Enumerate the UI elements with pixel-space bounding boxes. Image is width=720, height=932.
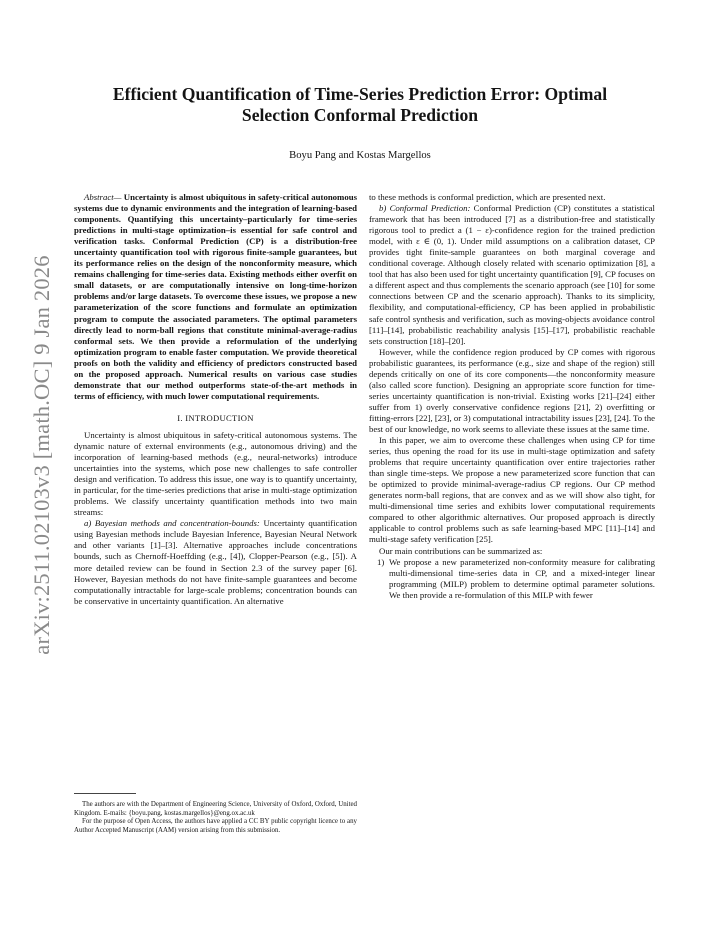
abstract — [74, 192, 357, 402]
contributions-list — [369, 557, 655, 601]
right-paragraph-continuation: to these methods is conformal prediction, which are presented next. — [369, 192, 606, 202]
paragraph-in-this-paper: In this paper, we aim to overcome these challenges when using CP for time series, thus opening the road for its use in multi-stage optimization and safety problems that require uncertainty quantification over entire trajectories rather than single time-steps. We propose a new parameterized score function that can be optimized to provide minimal-average-radius CP regions. Our CP method generates norm-ball regions, that are convex and as we will show also tight, for multi-dimensional time series and exhibits lower computational requirements compared to other algorithmic alternatives. Our proposed approach is directly applicable to control problems such as safe learning-based MPC [11]–[14] and multi-stage safety verification [25]. — [369, 435, 655, 545]
footnote — [74, 801, 357, 835]
paragraph-conformal-label: b) Conformal Prediction: — [379, 203, 471, 214]
intro-paragraph-1: Uncertainty is almost ubiquitous in safety-critical autonomous systems. The dynamic nature of external environments (e.g., autonomous driving) and the incorporation of learning-based methods (e.g., neural-networks) introduce uncertainties into the systems, which pose new challenges to safe controller design and verification. To address this issue, one way is to quantify uncertainty, in particular, for the time-series predictions that arise in multi-stage optimization problems. We classify uncertainty quantification methods into two main streams: — [74, 429, 357, 518]
left-column — [74, 192, 357, 607]
contribution-item — [369, 557, 655, 601]
paper-authors: Boyu Pang and Kostas Margellos — [289, 150, 431, 161]
abstract-label: Abstract— — [84, 192, 122, 202]
paragraph-conformal-text: Conformal Prediction (CP) constitutes a statistical framework that has been introduced [7] as a distribution-free and statistically rigorous tool to predict a (1 − ε)-confidence region for the trained prediction model, with ε ∈ (0, 1). Under mild assumptions on a calibration dataset, CP provides tight finite-sample guarantees on both marginal coverage and conditional coverage. Although closely related with scenario optimization [8], a tool that has also been used for tight uncertainty quantification [9], CP focuses on a different aspect and thus complements the scenario approach (see [10] for some connections between CP and the scenario approach). Thanks to its simplicity, flexibility, and computational-efficiency, CP has been applied in probabilistic safe control synthesis and verification, such as moving-objects avoidance control [11]–[14], probabilistic reachability analysis [15]–[17], probabilistic reachable sets construction [18]–[20]. — [369, 203, 655, 346]
section-heading-introduction: I. INTRODUCTION — [177, 412, 254, 423]
paragraph-contributions-intro: Our main contributions can be summarized as: — [379, 545, 543, 556]
paragraph-bayesian-text: Uncertainty quantification using Bayesian methods include Bayesian Inference, Bayesian Neural Network and other variants [1]–[3]. Alternative approaches include concentrations bounds, such as Chernoff-Hoeffding (e.g., [4]), Clopper-Pearson (e.g., [5]). A more detailed review can be found in Section 2.3 of the survey paper [6]. However, Bayesian methods do not have finite-sample guarantees and become computationally intractable for large-scale problems; concentration bounds can be conservative in uncertainty quantification. An alternative — [74, 518, 358, 606]
paragraph-bayesian-label: a) Bayesian methods and concentration-bounds: — [84, 518, 260, 529]
footnote-rule — [74, 793, 136, 794]
abstract-text: Uncertainty is almost ubiquitous in safety-critical autonomous systems due to dynamic environments and the integration of learning-based components. Quantifying this uncertainty–particularly for time-series predictions in multi-stage optimization–is essential for safe control and verification tasks. Conformal Prediction (CP) is a distribution-free uncertainty quantification tool with rigorous finite-sample guarantees, but its performance relies on the design of the nonconformity measure, which remains challenging for time-series data. Existing methods either overfit on small datasets, or are computationally intensive on long-time-horizon problems and/or large datasets. To overcome these issues, we propose a new parameterization of the score functions and formulate an optimization program to compute the associated parameters. The optimal parameters directly lead to norm-ball regions that constitute minimal-average-radius conformal sets. We then provide a reformulation of the underlying optimization program to enable faster computation. We provide theoretical proofs on both the validity and efficiency of predictors constructed based on the proposed approach. Numerical results on various case studies demonstrate that our method outperforms state-of-the-art methods in terms of efficiency, with much lower computational requirements. — [74, 192, 357, 401]
footnote-affiliation: The authors are with the Department of Engineering Science, University of Oxford, Oxford, United Kingdom. E-mails: {boyu.pang, kostas.margellos}@eng.ox.ac.uk — [74, 801, 357, 817]
right-column — [369, 192, 655, 601]
paragraph-bayesian — [74, 518, 357, 606]
contribution-text: We propose a new parameterized non-conformity measure for calibrating multi-dimensional time-series data in CP, and a mixed-integer linear programming (MILP) problem to determine optimal parameter solutions. We then provide a re-formulation of this MILP with fewer — [389, 556, 655, 600]
contribution-number: 1) — [377, 556, 385, 567]
paper-title: Efficient Quantification of Time-Series Prediction Error: Optimal Selection Conformal Prediction — [112, 84, 608, 125]
arxiv-side-stamp — [22, 245, 62, 665]
paragraph-however: However, while the confidence region produced by CP comes with rigorous probabilistic guarantees, its performance (e.g., size and shape of the region) still depends critically on one of its core components—the nonconformity measure (also called score function). Designing an appropriate score function for time-series uncertainty quantification is non-trivial. Existing works [21]–[24] either suffer from 1) overly conservative confidence regions [21], 2) overfitting or fitting-errors [22], [23], or 3) computational intractability issues [23], [24]. To the best of our knowledge, no work seems to alleviate these issues at the same time. — [369, 346, 655, 434]
arxiv-identifier: arXiv:2511.02103v3 [math.OC] 9 Jan 2026 — [29, 255, 54, 655]
paragraph-conformal-prediction — [369, 203, 655, 347]
footnote-open-access: For the purpose of Open Access, the authors have applied a CC BY public copyright licence to any Author Accepted Manuscript (AAM) version arising from this submission. — [74, 818, 357, 834]
